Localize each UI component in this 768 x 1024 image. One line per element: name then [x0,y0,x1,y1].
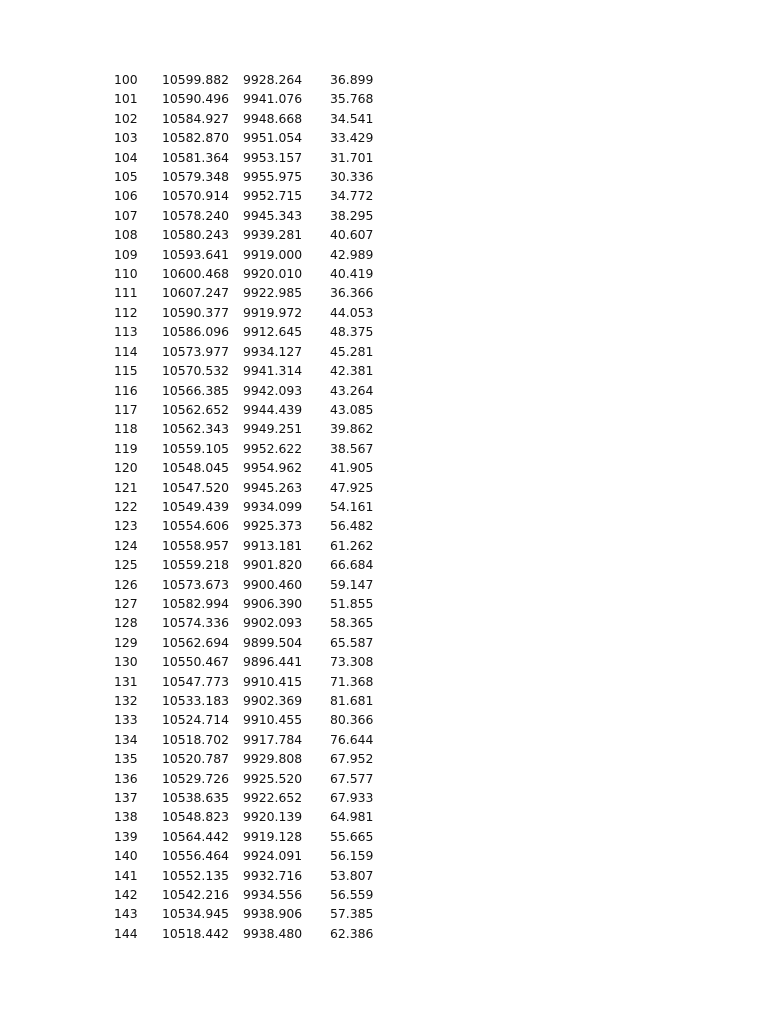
column-3-cell: 9954.962 [243,460,303,476]
column-3-cell: 9920.139 [243,809,303,825]
row-index-cell: 110 [114,266,138,282]
column-3-cell: 9922.985 [243,285,303,301]
column-4-cell: 34.772 [330,188,374,204]
row-index-cell: 102 [114,110,138,126]
row-index-cell: 141 [114,867,138,883]
column-2-cell: 10573.977 [162,343,230,359]
row-index-cell: 123 [114,518,138,534]
row-index-cell: 125 [114,557,138,573]
column-2-cell: 10580.243 [162,227,230,243]
column-2-cell: 10559.218 [162,557,230,573]
column-2-cell: 10554.606 [162,518,230,534]
column-3-cell: 9945.343 [243,207,303,223]
column-4-cell: 48.375 [330,324,374,340]
column-3-cell: 9922.652 [243,790,303,806]
row-index-cell: 129 [114,634,138,650]
row-index-cell: 140 [114,848,138,864]
row-index-cell: 119 [114,440,138,456]
row-index-cell: 138 [114,809,138,825]
column-3-cell: 9925.373 [243,518,303,534]
column-2-cell: 10570.914 [162,188,230,204]
column-4-cell: 42.989 [330,246,374,262]
column-3-cell: 9924.091 [243,848,303,864]
column-3-cell: 9913.181 [243,537,303,553]
column-3-cell: 9929.808 [243,751,303,767]
column-3-cell: 9901.820 [243,557,303,573]
column-3-cell: 9912.645 [243,324,303,340]
column-3-cell: 9934.099 [243,498,303,514]
column-4-cell: 80.366 [330,712,374,728]
column-4-cell: 76.644 [330,731,374,747]
column-4-cell: 33.429 [330,130,374,146]
column-4-cell: 36.366 [330,285,374,301]
column-3-cell: 9919.128 [243,828,303,844]
column-3-cell: 9932.716 [243,867,303,883]
column-4-cell: 43.264 [330,382,374,398]
column-2-cell: 10548.823 [162,809,230,825]
column-2-cell: 10566.385 [162,382,230,398]
column-3-cell: 9899.504 [243,634,303,650]
column-2-cell: 10574.336 [162,615,230,631]
column-2-cell: 10533.183 [162,693,230,708]
column-4-cell: 40.419 [330,266,374,282]
column-4-cell: 71.368 [330,673,374,689]
row-index-cell: 103 [114,130,138,146]
column-3-cell: 9919.000 [243,246,303,262]
column-4-cell: 36.899 [330,72,374,87]
column-3-cell: 9939.281 [243,227,303,243]
column-2-cell: 10562.343 [162,421,230,437]
row-index-cell: 118 [114,421,138,437]
column-2-cell: 10542.216 [162,887,230,903]
column-3-cell: 9896.441 [243,654,303,670]
row-index-cell: 132 [114,693,138,708]
row-index-cell: 135 [114,751,138,767]
column-3-cell: 9925.520 [243,770,303,786]
column-2-cell: 10529.726 [162,770,230,786]
column-2-cell: 10570.532 [162,363,230,379]
row-index-cell: 109 [114,246,138,262]
column-2-cell: 10549.439 [162,498,230,514]
row-index-cell: 114 [114,343,138,359]
column-3-cell: 9955.975 [243,169,303,185]
column-2-cell: 10547.520 [162,479,230,495]
column-2-cell: 10562.652 [162,401,230,417]
row-index-cell: 115 [114,363,138,379]
column-3-cell: 9953.157 [243,149,303,165]
row-index-cell: 143 [114,906,138,922]
row-index-cell: 130 [114,654,138,670]
column-3-cell: 9942.093 [243,382,303,398]
column-4-cell: 38.567 [330,440,374,456]
row-index-cell: 142 [114,887,138,903]
column-4-cell: 35.768 [330,91,374,107]
column-2-cell: 10578.240 [162,207,230,223]
column-2-cell: 10564.442 [162,828,230,844]
row-index-cell: 105 [114,169,138,185]
column-4-cell: 57.385 [330,906,374,922]
row-index-cell: 111 [114,285,138,301]
row-index-cell: 107 [114,207,138,223]
column-4-cell: 30.336 [330,169,374,185]
row-index-cell: 124 [114,537,138,553]
column-3-cell: 9938.480 [243,925,303,941]
column-3-cell: 9952.715 [243,188,303,204]
column-4-cell: 56.482 [330,518,374,534]
column-2-cell: 10520.787 [162,751,230,767]
column-2-cell: 10590.496 [162,91,230,107]
column-3-cell: 9949.251 [243,421,303,437]
column-4-cell: 61.262 [330,537,374,553]
column-4-cell: 53.807 [330,867,374,883]
row-index-cell: 100 [114,72,138,87]
column-4-cell: 67.933 [330,790,374,806]
column-4-cell: 58.365 [330,615,374,631]
column-4-cell: 56.159 [330,848,374,864]
column-2-cell: 10559.105 [162,440,230,456]
column-4-cell: 65.587 [330,634,374,650]
row-index-cell: 106 [114,188,138,204]
column-2-cell: 10562.694 [162,634,230,650]
column-2-cell: 10558.957 [162,537,230,553]
row-index-cell: 133 [114,712,138,728]
column-4-cell: 40.607 [330,227,374,243]
column-4-cell: 41.905 [330,460,374,476]
row-index-cell: 126 [114,576,138,592]
column-3-cell: 9945.263 [243,479,303,495]
column-2-cell: 10586.096 [162,324,230,340]
column-2-cell: 10607.247 [162,285,230,301]
column-3-cell: 9948.668 [243,110,303,126]
column-2-cell: 10534.945 [162,906,230,922]
column-3-cell: 9941.314 [243,363,303,379]
column-3-cell: 9934.556 [243,887,303,903]
row-index-cell: 137 [114,790,138,806]
column-3-cell: 9944.439 [243,401,303,417]
column-3-cell: 9902.369 [243,693,303,708]
column-2-cell: 10599.882 [162,72,230,87]
row-index-cell: 131 [114,673,138,689]
column-3-cell: 9906.390 [243,595,303,611]
row-index-cell: 117 [114,401,138,417]
row-index-cell: 101 [114,91,138,107]
column-4-cell: 51.855 [330,595,374,611]
column-4-cell: 62.386 [330,925,374,941]
row-index-cell: 144 [114,925,138,941]
column-3-cell: 9934.127 [243,343,303,359]
column-2-cell: 10524.714 [162,712,230,728]
row-index-cell: 139 [114,828,138,844]
row-index-cell: 112 [114,304,138,320]
column-2-cell: 10573.673 [162,576,230,592]
row-index-cell: 134 [114,731,138,747]
column-3-cell: 9900.460 [243,576,303,592]
column-2-cell: 10550.467 [162,654,230,670]
column-3-cell: 9910.415 [243,673,303,689]
column-2-cell: 10582.994 [162,595,230,611]
row-index-cell: 122 [114,498,138,514]
column-4-cell: 59.147 [330,576,374,592]
column-4-cell: 81.681 [330,693,374,708]
row-index-cell: 121 [114,479,138,495]
column-4-cell: 66.684 [330,557,374,573]
column-3-cell: 9941.076 [243,91,303,107]
column-4-cell: 67.577 [330,770,374,786]
column-4-cell: 56.559 [330,887,374,903]
column-3-cell: 9951.054 [243,130,303,146]
column-3-cell: 9952.622 [243,440,303,456]
column-4-cell: 64.981 [330,809,374,825]
column-2-cell: 10593.641 [162,246,230,262]
column-3-cell: 9919.972 [243,304,303,320]
column-2-cell: 10518.702 [162,731,230,747]
column-4-cell: 42.381 [330,363,374,379]
row-index-cell: 108 [114,227,138,243]
column-2-cell: 10600.468 [162,266,230,282]
column-3-cell: 9917.784 [243,731,303,747]
row-index-cell: 127 [114,595,138,611]
row-index-cell: 113 [114,324,138,340]
column-4-cell: 31.701 [330,149,374,165]
column-2-cell: 10548.045 [162,460,230,476]
column-2-cell: 10579.348 [162,169,230,185]
column-4-cell: 55.665 [330,828,374,844]
column-3-cell: 9920.010 [243,266,303,282]
column-4-cell: 43.085 [330,401,374,417]
column-4-cell: 54.161 [330,498,374,514]
column-2-cell: 10584.927 [162,110,230,126]
column-2-cell: 10538.635 [162,790,230,806]
column-4-cell: 44.053 [330,304,374,320]
column-4-cell: 73.308 [330,654,374,670]
column-3-cell: 9938.906 [243,906,303,922]
column-4-cell: 38.295 [330,207,374,223]
row-index-cell: 128 [114,615,138,631]
column-4-cell: 39.862 [330,421,374,437]
column-4-cell: 34.541 [330,110,374,126]
column-2-cell: 10552.135 [162,867,230,883]
column-4-cell: 47.925 [330,479,374,495]
column-4-cell: 45.281 [330,343,374,359]
column-4-cell: 67.952 [330,751,374,767]
row-index-cell: 116 [114,382,138,398]
column-2-cell: 10518.442 [162,925,230,941]
column-2-cell: 10547.773 [162,673,230,689]
column-3-cell: 9928.264 [243,72,303,87]
column-3-cell: 9902.093 [243,615,303,631]
column-2-cell: 10581.364 [162,149,230,165]
column-2-cell: 10590.377 [162,304,230,320]
row-index-cell: 120 [114,460,138,476]
column-3-cell: 9910.455 [243,712,303,728]
column-2-cell: 10582.870 [162,130,230,146]
column-2-cell: 10556.464 [162,848,230,864]
row-index-cell: 104 [114,149,138,165]
row-index-cell: 136 [114,770,138,786]
